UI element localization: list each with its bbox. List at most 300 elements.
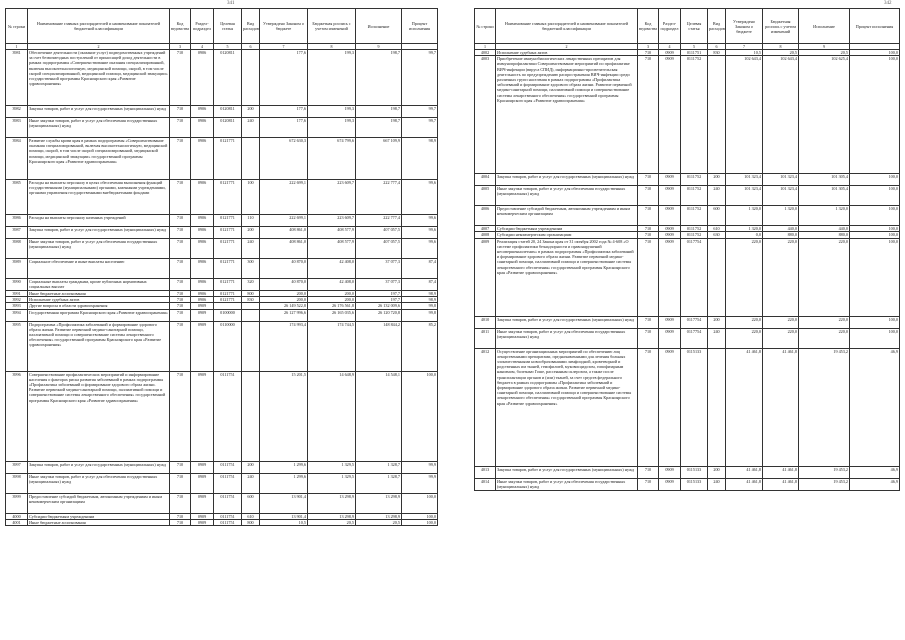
cell-vr	[708, 348, 726, 466]
cell-n: 3987	[6, 227, 28, 239]
cell-cs: 0111752	[681, 174, 708, 186]
cell-name: Закупка товаров, работ и услуг для государственных (муниципальных) нужд	[28, 106, 170, 118]
cell-isp: 220,0	[799, 238, 850, 316]
cell-razd: 0909	[191, 519, 214, 525]
cell-ved: 710	[638, 174, 659, 186]
cell-vr: 800	[242, 519, 260, 525]
cell-cs: 0121771	[214, 227, 242, 239]
column-header: Наименование главных распорядителей и наименование показателей бюджетной классификации	[28, 9, 170, 44]
cell-n: 3994	[6, 309, 28, 321]
table-row	[6, 180, 438, 215]
cell-ros: 223 609,7	[308, 215, 356, 227]
cell-ved: 710	[170, 473, 191, 493]
cell-pct: 85,2	[402, 321, 438, 371]
cell-ved: 710	[170, 493, 191, 513]
cell-vr	[242, 138, 260, 180]
cell-ros: 101 323,4	[763, 174, 799, 186]
column-number: 8	[763, 44, 799, 50]
cell-razd: 0909	[659, 348, 681, 466]
column-header: № строки	[475, 9, 496, 44]
table-row	[6, 473, 438, 493]
cell-name: Иные закупки товаров, работ и услуг для обеспечения государственных (муниципальных) нужд	[28, 118, 170, 138]
cell-vr: 300	[242, 259, 260, 279]
cell-utv: 40 870,0	[260, 279, 308, 291]
cell-ros: 13 298,9	[308, 493, 356, 513]
column-header: Процент исполнения	[402, 9, 438, 44]
cell-n: 3999	[6, 493, 28, 513]
table-row	[475, 206, 900, 226]
cell-isp: 37 077,3	[356, 259, 402, 279]
cell-cs: 0111752	[681, 56, 708, 174]
cell-utv: 101 323,4	[726, 186, 763, 206]
cell-cs: 0115133	[681, 466, 708, 478]
cell-ved: 710	[170, 519, 191, 525]
cell-ros: 200,0	[308, 291, 356, 297]
cell-pct: 99,7	[402, 118, 438, 138]
cell-pct: 87,4	[402, 259, 438, 279]
cell-n: 3993	[6, 303, 28, 309]
cell-cs: 0120811	[214, 50, 242, 106]
table-row	[475, 348, 900, 466]
cell-vr: 830	[242, 297, 260, 303]
table-row	[6, 50, 438, 106]
cell-isp: 222 777,4	[356, 215, 402, 227]
cell-razd: 0909	[659, 56, 681, 174]
cell-ros: 199,3	[308, 118, 356, 138]
cell-cs: 0121771	[214, 279, 242, 291]
cell-ros: 199,3	[308, 50, 356, 106]
cell-vr: 100	[242, 180, 260, 215]
cell-cs: 0111751	[214, 493, 242, 513]
cell-isp: 667 109,9	[356, 138, 402, 180]
cell-cs: 0121771	[214, 297, 242, 303]
cell-n: 4000	[6, 513, 28, 519]
column-header: Бюджетная роспись с учетом изменений	[763, 9, 799, 44]
cell-ved: 710	[170, 371, 191, 461]
cell-pct: 99,7	[402, 106, 438, 118]
cell-utv: 200,0	[260, 291, 308, 297]
cell-cs: 0117754	[681, 238, 708, 316]
cell-ved: 710	[170, 259, 191, 279]
cell-name: Закупка товаров, работ и услуг для государственных (муниципальных) нужд	[496, 316, 638, 328]
cell-vr: 320	[242, 279, 260, 291]
cell-ved: 710	[170, 118, 191, 138]
page-number: 342	[884, 1, 892, 6]
cell-n: 3995	[6, 321, 28, 371]
cell-n: 4007	[475, 226, 496, 232]
cell-ros: 41 461,8	[763, 466, 799, 478]
cell-razd: 0909	[659, 238, 681, 316]
cell-ros: 1 329,5	[308, 473, 356, 493]
cell-pct: 100,0	[850, 226, 900, 232]
cell-name: Иные закупки товаров, работ и услуг для обеспечения государственных (муниципальных) нужд	[28, 239, 170, 259]
cell-cs: 0111751	[214, 371, 242, 461]
cell-cs: 0121771	[214, 180, 242, 215]
cell-isp: 26 120 720,8	[356, 309, 402, 321]
column-number: 3	[170, 44, 191, 50]
cell-ros: 223 609,7	[308, 180, 356, 215]
cell-ros: 26 165 035,6	[308, 309, 356, 321]
cell-utv: 408 861,0	[260, 227, 308, 239]
cell-pct: 46,9	[850, 466, 900, 478]
cell-ros: 440,0	[763, 226, 799, 232]
cell-ved: 710	[638, 466, 659, 478]
table-row	[475, 238, 900, 316]
cell-vr: 240	[242, 118, 260, 138]
cell-isp: 407 057,5	[356, 239, 402, 259]
cell-ros: 14 648,9	[308, 371, 356, 461]
cell-ros: 20,5	[308, 519, 356, 525]
table-row	[475, 466, 900, 478]
cell-utv: 26 127 996,6	[260, 309, 308, 321]
table-row	[6, 461, 438, 473]
cell-razd: 0909	[659, 174, 681, 186]
table-row	[6, 309, 438, 321]
budget-table	[5, 8, 438, 526]
cell-name: Закупка товаров, работ и услуг для государственных (муниципальных) нужд	[28, 461, 170, 473]
cell-vr	[242, 309, 260, 321]
cell-cs: 0115133	[681, 478, 708, 490]
cell-n: 4012	[475, 348, 496, 466]
cell-ros: 1 320,0	[763, 206, 799, 226]
cell-ros: 674 799,6	[308, 138, 356, 180]
cell-isp: 198,7	[356, 106, 402, 118]
column-header: Бюджетная роспись с учетом изменений	[308, 9, 356, 44]
cell-pct: 100,0	[402, 371, 438, 461]
cell-isp: 102 625,4	[799, 56, 850, 174]
column-number: 4	[659, 44, 681, 50]
cell-pct: 100,0	[850, 206, 900, 226]
cell-isp: 198,7	[356, 118, 402, 138]
column-header: Раздел-подраздел	[191, 9, 214, 44]
cell-pct: 46,9	[850, 348, 900, 466]
cell-pct: 100,0	[850, 232, 900, 238]
cell-vr: 200	[242, 106, 260, 118]
cell-cs: 0100000	[214, 309, 242, 321]
cell-ved: 710	[170, 180, 191, 215]
cell-utv: 220,0	[726, 316, 763, 328]
cell-vr: 200	[708, 174, 726, 186]
cell-razd: 0909	[659, 232, 681, 238]
cell-ros: 20,5	[763, 50, 799, 56]
cell-name: Расходы на выплаты персоналу в целях обеспечения выполнения функций государственными (муниципальными) органами, казенными учреждениями, органами управления государственными внебюджетными фондами	[28, 180, 170, 215]
cell-vr: 830	[708, 50, 726, 56]
cell-cs: 0111751	[214, 519, 242, 525]
cell-pct: 100,0	[850, 50, 900, 56]
cell-name: Расходы на выплаты персоналу казенных учреждений	[28, 215, 170, 227]
cell-ros: 101 323,4	[763, 186, 799, 206]
cell-cs: 0120811	[214, 118, 242, 138]
cell-ved: 710	[170, 309, 191, 321]
cell-pct: 99,6	[402, 239, 438, 259]
cell-ros: 880,0	[763, 232, 799, 238]
column-number: 6	[708, 44, 726, 50]
table-row	[6, 259, 438, 279]
cell-n: 4002	[475, 50, 496, 56]
cell-ved: 710	[638, 56, 659, 174]
column-header: Вид расходов	[708, 9, 726, 44]
cell-isp: 1 328,7	[356, 461, 402, 473]
cell-ros: 220,0	[763, 316, 799, 328]
cell-razd: 0909	[191, 321, 214, 371]
cell-name: Закупка товаров, работ и услуг для государственных (муниципальных) нужд	[496, 466, 638, 478]
cell-cs: 0121771	[214, 138, 242, 180]
cell-pct: 98,9	[402, 138, 438, 180]
cell-name: Социальное обеспечение и иные выплаты населению	[28, 259, 170, 279]
column-header: Целевая статья	[681, 9, 708, 44]
cell-ved: 710	[638, 478, 659, 490]
table-row	[475, 56, 900, 174]
cell-razd: 0906	[191, 279, 214, 291]
cell-pct: 99,8	[402, 309, 438, 321]
cell-ved: 710	[638, 348, 659, 466]
column-number: 7	[260, 44, 308, 50]
cell-razd: 0906	[191, 118, 214, 138]
cell-utv: 222 699,1	[260, 180, 308, 215]
cell-name: Предоставление субсидий бюджетным, автономным учреждениям и иным некоммерческим организациям	[28, 493, 170, 513]
cell-ved: 710	[170, 215, 191, 227]
cell-vr: 800	[242, 291, 260, 297]
budget-table	[474, 8, 900, 491]
column-header: Вид расходов	[242, 9, 260, 44]
cell-ved: 710	[170, 106, 191, 118]
cell-n: 3998	[6, 473, 28, 493]
column-header: Утверждено Законом о бюджете	[726, 9, 763, 44]
cell-vr: 610	[242, 513, 260, 519]
cell-utv: 1 299,6	[260, 461, 308, 473]
column-header: Наименование главных распорядителей и наименование показателей бюджетной классификации	[496, 9, 638, 44]
cell-isp: 19 453,2	[799, 478, 850, 490]
cell-name: Совершенствование профилактических мероприятий и информирование населения о факторах риска развития заболеваний в рамках подпрограммы «Профилактика заболеваний и формирование здорового образа жизни. Развитие первичной медико-санитарной помощи, паллиативной помощи и совершенствование системы лекарственного обеспечения» государственной программы Красноярского края «Развитие здравоохранения»	[28, 371, 170, 461]
cell-isp: 197,7	[356, 297, 402, 303]
cell-ved: 710	[638, 232, 659, 238]
cell-isp: 1 320,0	[799, 206, 850, 226]
cell-pct: 98,9	[402, 291, 438, 297]
cell-name: Осуществление организационных мероприятий по обеспечению лиц лекарственными препаратами, предназначенными для лечения больных злокачественными новообразованиями лимфоидной, кроветворной и родственных им тканей, гемофилией, муковисцидозом, гипофизарным нанизмом, болезнью Гоше, рассеянным склерозом, а также после трансплантации органов и (или) тканей, за счет средств федерального бюджета в рамках подпрограммы «Профилактика заболеваний и формирование здорового образа жизни. Развитие первичной медико-санитарной помощи, паллиативной помощи и совершенствование системы лекарственного обеспечения» государственной программы Красноярского края «Развитие здравоохранения»	[496, 348, 638, 466]
cell-pct: 100,0	[850, 328, 900, 348]
cell-razd: 0909	[191, 493, 214, 513]
table-row	[6, 215, 438, 227]
cell-name: Субсидии бюджетным учреждениям	[496, 226, 638, 232]
cell-isp: 20,5	[799, 50, 850, 56]
cell-isp: 19 453,2	[799, 466, 850, 478]
table-row	[6, 138, 438, 180]
cell-pct: 100,0	[850, 56, 900, 174]
cell-cs: 0120811	[214, 106, 242, 118]
cell-vr: 240	[708, 186, 726, 206]
cell-isp: 880,0	[799, 232, 850, 238]
cell-razd: 0906	[191, 215, 214, 227]
column-header: Исполнение	[356, 9, 402, 44]
cell-ved: 710	[170, 50, 191, 106]
cell-utv: 220,0	[726, 238, 763, 316]
cell-razd: 0909	[191, 309, 214, 321]
cell-isp: 101 305,4	[799, 186, 850, 206]
cell-name: Иные бюджетные ассигнования	[28, 291, 170, 297]
cell-vr: 200	[708, 316, 726, 328]
cell-pct: 100,0	[850, 238, 900, 316]
cell-utv: 222 699,1	[260, 215, 308, 227]
cell-name: Социальные выплаты гражданам, кроме публичных нормативных социальных выплат	[28, 279, 170, 291]
cell-cs: 0117754	[681, 316, 708, 328]
cell-cs: 0121771	[214, 259, 242, 279]
cell-isp: 197,7	[356, 291, 402, 297]
cell-ros: 408 577,9	[308, 227, 356, 239]
cell-cs: 0115133	[681, 348, 708, 466]
table-row	[475, 328, 900, 348]
cell-vr	[242, 321, 260, 371]
cell-razd: 0909	[191, 513, 214, 519]
cell-n: 4009	[475, 238, 496, 316]
cell-utv: 26 149 522,8	[260, 303, 308, 309]
table-row	[475, 478, 900, 490]
cell-ved: 710	[170, 297, 191, 303]
cell-pct: 100,0	[402, 519, 438, 525]
table-row	[6, 519, 438, 525]
cell-pct: 99,6	[402, 180, 438, 215]
cell-ros: 41 461,8	[763, 478, 799, 490]
cell-cs: 0121771	[214, 239, 242, 259]
cell-utv: 200,0	[260, 297, 308, 303]
cell-ros: 41 461,8	[763, 348, 799, 466]
table-row	[6, 118, 438, 138]
table-row	[6, 239, 438, 259]
cell-utv: 15 201,5	[260, 371, 308, 461]
cell-n: 4001	[6, 519, 28, 525]
cell-razd: 0909	[659, 478, 681, 490]
cell-ros: 174 744,5	[308, 321, 356, 371]
cell-cs: 0111751	[214, 513, 242, 519]
cell-isp: 222 777,4	[356, 180, 402, 215]
cell-vr: 240	[242, 473, 260, 493]
column-header: Раздел-подраздел	[659, 9, 681, 44]
cell-utv: 174 993,4	[260, 321, 308, 371]
cell-n: 3988	[6, 239, 28, 259]
cell-razd: 0906	[191, 180, 214, 215]
column-header: Код ведомства	[170, 9, 191, 44]
cell-razd: 0909	[191, 371, 214, 461]
cell-n: 3997	[6, 461, 28, 473]
cell-ved: 710	[170, 279, 191, 291]
cell-pct: 100,0	[402, 493, 438, 513]
cell-vr: 240	[242, 239, 260, 259]
cell-razd: 0906	[191, 291, 214, 297]
cell-pct: 99,9	[402, 473, 438, 493]
table-row	[475, 186, 900, 206]
cell-pct: 46,9	[850, 478, 900, 490]
cell-name: Иные закупки товаров, работ и услуг для обеспечения государственных (муниципальных) нужд	[28, 473, 170, 493]
cell-vr: 610	[708, 226, 726, 232]
column-number: 7	[726, 44, 763, 50]
cell-razd: 0906	[191, 227, 214, 239]
column-number: 5	[681, 44, 708, 50]
cell-cs: 0121771	[214, 291, 242, 297]
cell-n: 3982	[6, 106, 28, 118]
cell-vr: 200	[242, 227, 260, 239]
cell-ved: 710	[170, 291, 191, 297]
report-page-right	[474, 1, 899, 491]
cell-cs: 0111752	[681, 226, 708, 232]
column-number: 9	[356, 44, 402, 50]
cell-n: 4003	[475, 56, 496, 174]
cell-cs: 0111751	[681, 50, 708, 56]
cell-utv: 101 323,4	[726, 174, 763, 186]
table-row	[6, 279, 438, 291]
cell-vr	[242, 371, 260, 461]
cell-name: Обеспечение деятельности (оказание услуг) подведомственных учреждений за счет безвозмездных поступлений от приносящей доход деятельности в рамках подпрограммы «Совершенствование оказания специализированной, включая высокотехнологичную, медицинской помощи, скорой, в том числе скорой специализированной, медицинской помощи, медицинской эвакуации» государственной программы Красноярского края «Развитие здравоохранения»	[28, 50, 170, 106]
cell-vr: 600	[708, 206, 726, 226]
cell-utv: 40 870,0	[260, 259, 308, 279]
cell-name: Иные закупки товаров, работ и услуг для обеспечения государственных (муниципальных) нужд	[496, 478, 638, 490]
cell-ved: 710	[170, 461, 191, 473]
cell-razd: 0906	[191, 106, 214, 118]
cell-isp: 220,0	[799, 316, 850, 328]
column-number: 6	[242, 44, 260, 50]
cell-n: 3990	[6, 279, 28, 291]
column-number: 4	[191, 44, 214, 50]
cell-n: 3981	[6, 50, 28, 106]
cell-ros: 42 408,0	[308, 279, 356, 291]
cell-n: 4011	[475, 328, 496, 348]
cell-name: Закупка товаров, работ и услуг для государственных (муниципальных) нужд	[28, 227, 170, 239]
cell-isp: 13 298,9	[356, 513, 402, 519]
cell-vr: 200	[242, 461, 260, 473]
cell-utv: 13 901,4	[260, 493, 308, 513]
cell-name: Исполнение судебных актов	[28, 297, 170, 303]
cell-n: 3996	[6, 371, 28, 461]
page-number: 341	[227, 1, 235, 6]
cell-n: 3992	[6, 297, 28, 303]
cell-ros: 1 329,5	[308, 461, 356, 473]
cell-pct: 100,0	[850, 186, 900, 206]
cell-pct: 99,6	[402, 227, 438, 239]
cell-name: Другие вопросы в области здравоохранения	[28, 303, 170, 309]
cell-razd: 0909	[659, 206, 681, 226]
cell-razd: 0909	[191, 461, 214, 473]
cell-utv: 41 461,8	[726, 478, 763, 490]
cell-utv: 41 461,8	[726, 348, 763, 466]
cell-n: 3989	[6, 259, 28, 279]
cell-vr: 600	[242, 493, 260, 513]
cell-vr	[708, 56, 726, 174]
cell-ved: 710	[170, 138, 191, 180]
cell-utv: 177,6	[260, 50, 308, 106]
cell-ros: 200,0	[308, 297, 356, 303]
cell-n: 4010	[475, 316, 496, 328]
cell-n: 3986	[6, 215, 28, 227]
table-row	[475, 174, 900, 186]
cell-cs: 0121771	[214, 215, 242, 227]
cell-vr: 240	[708, 328, 726, 348]
cell-ros: 102 643,4	[763, 56, 799, 174]
table-row	[6, 106, 438, 118]
cell-razd: 0909	[659, 50, 681, 56]
cell-name: Развитие службы крови края в рамках подпрограммы «Совершенствование оказания специализированной, включая высокотехнологичную, медицинской помощи, скорой, в том числе скорой специализированной, медицинской помощи, медицинской эвакуации» государственной программы Красноярского края «Развитие здравоохранения»	[28, 138, 170, 180]
cell-ros: 26 176 561,8	[308, 303, 356, 309]
cell-pct: 99,6	[402, 215, 438, 227]
cell-name: Реализация статей 20, 24 Закона края от 31 октября 2002 года № 4-608 «О системе профилактики безнадзорности и правонарушений несовершеннолетних» в рамках подпрограммы «Профилактика заболеваний и формирование здорового образа жизни. Развитие первичной медико-санитарной помощи, паллиативной помощи и совершенствование системы лекарственного обеспечения» государственной программы Красноярского края «Развитие здравоохранения»	[496, 238, 638, 316]
cell-isp: 20,5	[356, 519, 402, 525]
cell-utv: 0,0	[726, 232, 763, 238]
cell-ved: 710	[638, 186, 659, 206]
cell-pct: 99,9	[402, 461, 438, 473]
cell-isp: 19 453,2	[799, 348, 850, 466]
cell-utv: 10,5	[260, 519, 308, 525]
column-header: Код ведомства	[638, 9, 659, 44]
cell-pct: 87,4	[402, 279, 438, 291]
cell-razd: 0906	[191, 50, 214, 106]
cell-razd: 0909	[191, 303, 214, 309]
